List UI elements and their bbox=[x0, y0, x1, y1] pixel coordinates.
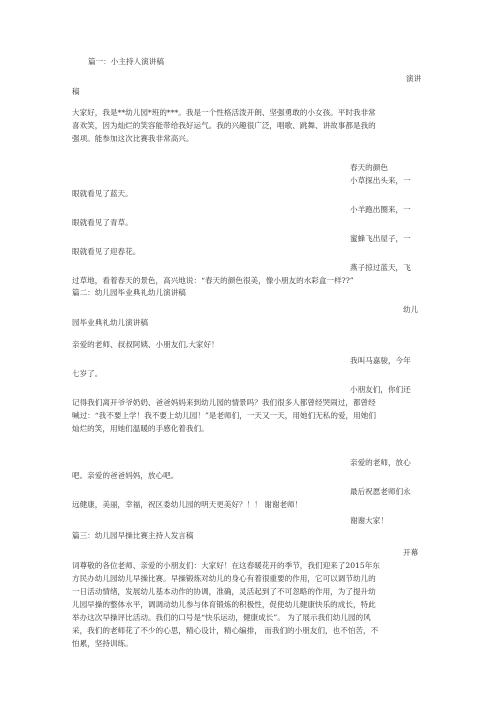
text-line: 眼就看见了蓝天。 bbox=[72, 189, 133, 198]
text-line: 记得我们离开爷爷奶奶、爸爸妈妈来到幼儿园的情景吗？我们很多人都曾经哭闹过，都曾经 bbox=[72, 398, 376, 407]
text-line: 园毕业典礼幼儿演讲稿 bbox=[72, 318, 148, 327]
text-line: 儿园早操的整体水平，调调动幼儿参与体育锻炼的积极性，促使幼儿健康快乐的成长，特此 bbox=[72, 600, 376, 609]
section-title-1: 篇一：小主持人演讲稿 bbox=[88, 57, 164, 66]
text-line: 方民办幼儿园幼儿早操比赛。早操锻炼对幼儿的身心有着很重要的作用，它可以调节幼儿的 bbox=[72, 574, 376, 583]
text-line: 幼儿 bbox=[403, 305, 419, 314]
text-line: 举办这次早操评比活动。我们的口号是“快乐运动，健康成长”。 为了展示我们幼儿园的风 bbox=[72, 613, 371, 622]
text-line: 谢谢大家！ bbox=[350, 516, 388, 525]
text-line: 亲爱的老师、叔叔阿姨、小朋友们,大家好！ bbox=[72, 340, 219, 349]
text-line: 亲爱的老师，放心 bbox=[350, 458, 411, 467]
text-line: 大家好，我是**幼儿园*班的***。我是一个性格活泼开朗、坚强勇敢的小女孩。平时我非常 bbox=[72, 108, 376, 117]
text-line: 采，我们的老师花了不少的心思，精心设计，精心编排， 而我们的小朋友们，也不怕苦，不 bbox=[72, 626, 379, 635]
text-line: 灿烂的笑，用她们温暖的手感化着我们。 bbox=[72, 424, 209, 433]
text-line: 小朋友们，你们还 bbox=[350, 385, 411, 394]
section-title-2: 篇二：幼儿园毕业典礼幼儿演讲稿 bbox=[72, 288, 186, 297]
text-line: 稿 bbox=[72, 87, 80, 96]
text-line: 眼就看见了青草。 bbox=[72, 218, 133, 227]
text-line: 燕子掠过蓝天，飞 bbox=[350, 263, 411, 272]
text-line: 远健康，美丽，幸福，祝区委幼儿园的明天更美好？！！ 谢谢老师！ bbox=[72, 500, 303, 509]
text-line: 我叫马嘉骏，今年 bbox=[350, 356, 411, 365]
poem-title: 春天的颜色 bbox=[350, 163, 388, 172]
text-line: 小草探出头来，一 bbox=[350, 176, 411, 185]
text-line: 眼就看见了迎春花。 bbox=[72, 247, 141, 256]
text-line: 喊过：“我不要上学！我不要上幼儿园！”是老师们，一天又一天，用她们无私的爱，用她们 bbox=[72, 411, 376, 420]
text-line: 最后祝愿老师们永 bbox=[350, 487, 411, 496]
text-line: 怕累，坚持训练。 bbox=[72, 639, 133, 648]
text-line: 蜜蜂飞出屋子，一 bbox=[350, 234, 411, 243]
text-line: 七岁了。 bbox=[72, 369, 103, 378]
text-line: 词尊敬的各位老师、亲爱的小朋友们：大家好！在这春暖花开的季节，我们迎来了2015年东 bbox=[72, 561, 380, 570]
text-line: 喜欢笑，因为灿烂的笑容能带给我好运气。我的兴趣很广泛，唱歌、跳舞、讲故事都是我的 bbox=[72, 121, 376, 130]
text-line: 过草地，看着春天的景色，高兴地说：“春天的颜色很美，像小朋友的水彩盒一样??” bbox=[72, 276, 354, 285]
text-line: 小羊跑出圈来，一 bbox=[350, 205, 411, 214]
text-line: 开幕 bbox=[403, 548, 419, 557]
text-line: 一日活动情绪，发展幼儿基本动作的协调，准确，灵活起到了不可忽略的作用，为了提升幼 bbox=[72, 587, 376, 596]
text-line: 强项。能参加这次比赛我非常高兴。 bbox=[72, 134, 194, 143]
text-line: 吧。亲爱的爸爸妈妈，放心吧。 bbox=[72, 471, 179, 480]
text-line: 演讲 bbox=[406, 74, 422, 83]
section-title-3: 篇三：幼儿园早操比赛主持人发言稿 bbox=[72, 531, 194, 540]
